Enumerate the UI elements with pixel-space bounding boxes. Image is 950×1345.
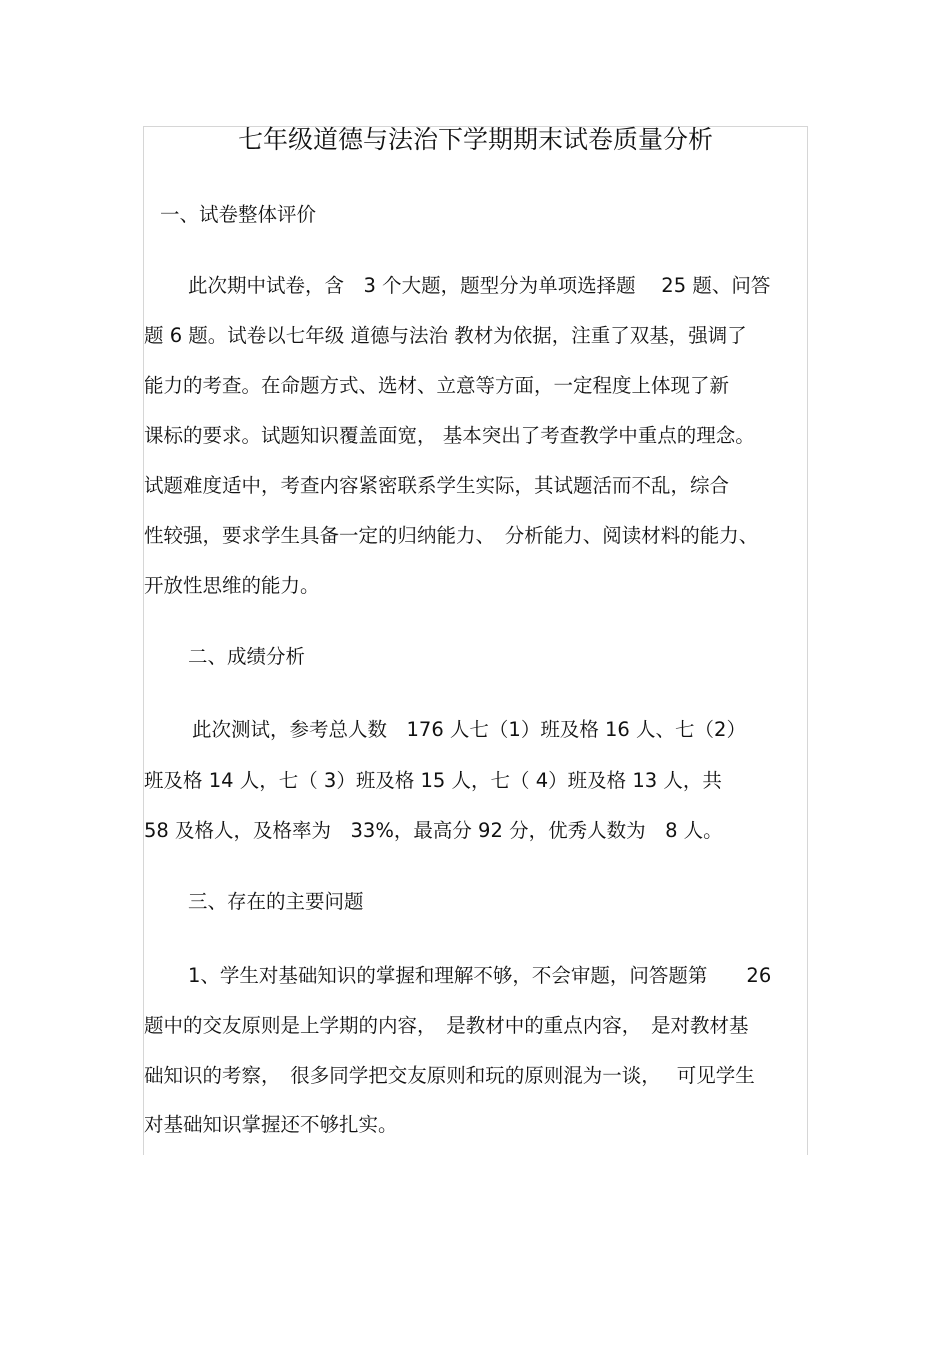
section-1-line-2: 题 6 题。试卷以七年级 道德与法治 教材为依据，注重了双基，强调了 [144, 324, 747, 347]
section-1-line-3: 能力的考查。在命题方式、选材、立意等方面，一定程度上体现了新 [144, 374, 730, 397]
section-1-line-4: 课标的要求。试题知识覆盖面宽， 基本突出了考查教学中重点的理念。 [144, 424, 755, 447]
section-2-line-3: 58 及格人，及格率为 33%，最高分 92 分，优秀人数为 8 人。 [144, 819, 723, 842]
section-3-line-2: 题中的交友原则是上学期的内容， 是教材中的重点内容， 是对教材基 [144, 1014, 749, 1037]
section-2-line-1: 此次测试，参考总人数 176 人七（1）班及格 16 人、七（2） [192, 718, 746, 741]
section-2-heading: 二、成绩分析 [188, 645, 306, 668]
document-title: 七年级道德与法治下学期期末试卷质量分析 [237, 125, 713, 154]
section-3-line-1: 1、学生对基础知识的掌握和理解不够，不会审题，问答题第 26 [188, 964, 772, 987]
section-3-heading: 三、存在的主要问题 [188, 890, 364, 913]
section-1-line-5: 试题难度适中，考查内容紧密联系学生实际，其试题活而不乱，综合 [144, 474, 730, 497]
section-1-line-7: 开放性思维的能力。 [144, 574, 320, 597]
section-1-line-6: 性较强，要求学生具备一定的归纳能力、 分析能力、阅读材料的能力、 [144, 524, 759, 547]
section-1-heading: 一、试卷整体评价 [160, 203, 317, 226]
section-3-line-3: 础知识的考察， 很多同学把交友原则和玩的原则混为一谈， 可见学生 [144, 1064, 755, 1087]
section-2-line-2: 班及格 14 人，七（ 3）班及格 15 人，七（ 4）班及格 13 人，共 [144, 769, 722, 792]
section-1-line-1: 此次期中试卷，含 3 个大题，题型分为单项选择题 25 题、问答 [188, 274, 771, 297]
section-3-line-4: 对基础知识掌握还不够扎实。 [144, 1113, 398, 1136]
